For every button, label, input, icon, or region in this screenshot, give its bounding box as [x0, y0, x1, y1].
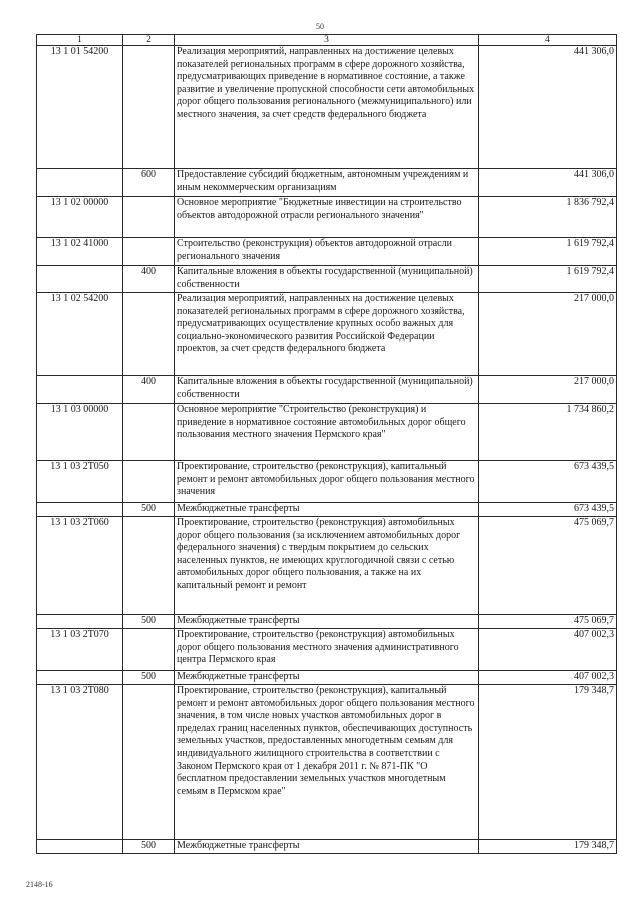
- table-row: [37, 197, 617, 238]
- page-number: 50: [316, 22, 324, 31]
- target-article-code: [37, 376, 123, 404]
- amount: 217 000,0: [479, 293, 617, 376]
- target-article-code: [37, 840, 123, 854]
- target-article-code: [37, 615, 123, 629]
- expense-description: Капитальные вложения в объекты государственной (муниципальной) собственности: [175, 376, 479, 404]
- table-row: [37, 404, 617, 461]
- amount: 441 306,0: [479, 169, 617, 197]
- table-row: [37, 46, 617, 169]
- amount: 1 619 792,4: [479, 266, 617, 293]
- expense-description: Межбюджетные трансферты: [175, 671, 479, 685]
- expense-group: [123, 46, 175, 169]
- target-article-code: 13 1 03 2Т070: [37, 629, 123, 671]
- expense-group: 400: [123, 266, 175, 293]
- expense-description: Межбюджетные трансферты: [175, 503, 479, 517]
- amount: 217 000,0: [479, 376, 617, 404]
- target-article-code: 13 1 03 2Т080: [37, 685, 123, 840]
- amount: 673 439,5: [479, 461, 617, 503]
- expense-group: [123, 293, 175, 376]
- expense-description: Проектирование, строительство (реконструкция), капитальный ремонт и ремонт автомобильных дорог общего пользования местного значения: [175, 461, 479, 503]
- table-row: [37, 517, 617, 615]
- expense-group: [123, 461, 175, 503]
- amount: 441 306,0: [479, 46, 617, 169]
- column-number-4: 4: [479, 35, 617, 46]
- target-article-code: 13 1 02 41000: [37, 238, 123, 266]
- table-row: [37, 629, 617, 671]
- table-row: [37, 293, 617, 376]
- amount: 407 002,3: [479, 629, 617, 671]
- target-article-code: 13 1 03 00000: [37, 404, 123, 461]
- table-row: [37, 503, 617, 517]
- expense-group: [123, 238, 175, 266]
- table-row: [37, 685, 617, 840]
- target-article-code: [37, 503, 123, 517]
- table-row: [37, 376, 617, 404]
- amount: 179 348,7: [479, 685, 617, 840]
- amount: 1 619 792,4: [479, 238, 617, 266]
- expense-description: Строительство (реконструкция) объектов автодорожной отрасли регионального значения: [175, 238, 479, 266]
- table-row: [37, 266, 617, 293]
- column-number-3: 3: [175, 35, 479, 46]
- document-code: 2148-16: [26, 880, 53, 889]
- expense-group: [123, 197, 175, 238]
- table-row: [37, 671, 617, 685]
- budget-table: [36, 34, 617, 854]
- column-number-1: 1: [37, 35, 123, 46]
- target-article-code: 13 1 02 00000: [37, 197, 123, 238]
- expense-group: 400: [123, 376, 175, 404]
- column-number-row: [37, 35, 617, 46]
- table-row: [37, 615, 617, 629]
- table-row: [37, 238, 617, 266]
- expense-group: 500: [123, 503, 175, 517]
- target-article-code: 13 1 03 2Т060: [37, 517, 123, 615]
- table-row: [37, 169, 617, 197]
- target-article-code: 13 1 03 2Т050: [37, 461, 123, 503]
- amount: 179 348,7: [479, 840, 617, 854]
- expense-description: Проектирование, строительство (реконструкция) автомобильных дорог общего пользования местного значения административного центра Пермского края: [175, 629, 479, 671]
- amount: 407 002,3: [479, 671, 617, 685]
- expense-description: Межбюджетные трансферты: [175, 840, 479, 854]
- expense-description: Капитальные вложения в объекты государственной (муниципальной) собственности: [175, 266, 479, 293]
- expense-description: Основное мероприятие "Строительство (реконструкция) и приведение в нормативное состояние автомобильных дорог общего пользования местного значения Пермского края": [175, 404, 479, 461]
- expense-description: Реализация мероприятий, направленных на достижение целевых показателей региональных программ в сфере дорожного хозяйства, предусматривающих осуществление крупных особо важных для социально-экономического развития Российской Федерации проектов, за счет средств федерального бюджета: [175, 293, 479, 376]
- amount: 1 836 792,4: [479, 197, 617, 238]
- amount: 475 069,7: [479, 615, 617, 629]
- amount: 1 734 860,2: [479, 404, 617, 461]
- expense-group: 500: [123, 615, 175, 629]
- expense-group: [123, 517, 175, 615]
- expense-description: Проектирование, строительство (реконструкция), капитальный ремонт и ремонт автомобильных дорог общего пользования местного значения, в том числе новых участков автомобильных дорог в пределах границ населенных пунктов, обеспечивающих доступность земельных участков, предоставленных многодетным семьям для индивидуального жилищного строительства в соответствии с Законом Пермского края от 1 декабря 2011 г. № 871-ПК "О бесплатном предоставлении земельных участков многодетным семьям в Пермском крае": [175, 685, 479, 840]
- target-article-code: [37, 266, 123, 293]
- expense-group: 600: [123, 169, 175, 197]
- expense-description: Межбюджетные трансферты: [175, 615, 479, 629]
- amount: 673 439,5: [479, 503, 617, 517]
- expense-group: [123, 404, 175, 461]
- expense-description: Основное мероприятие "Бюджетные инвестиции на строительство объектов автодорожной отрасли регионального значения": [175, 197, 479, 238]
- target-article-code: 13 1 01 54200: [37, 46, 123, 169]
- expense-description: Реализация мероприятий, направленных на достижение целевых показателей региональных программ в сфере дорожного хозяйства, предусматривающих приведение в нормативное состояние, а также развитие и увеличение пропускной способности сети автомобильных дорог общего пользования регионального (межмуниципального) или местного значения, за счет средств федерального бюджета: [175, 46, 479, 169]
- target-article-code: [37, 169, 123, 197]
- target-article-code: [37, 671, 123, 685]
- column-number-2: 2: [123, 35, 175, 46]
- table-row: [37, 840, 617, 854]
- target-article-code: 13 1 02 54200: [37, 293, 123, 376]
- expense-group: 500: [123, 840, 175, 854]
- expense-description: Предоставление субсидий бюджетным, автономным учреждениям и иным некоммерческим организациям: [175, 169, 479, 197]
- expense-group: [123, 685, 175, 840]
- amount: 475 069,7: [479, 517, 617, 615]
- expense-group: [123, 629, 175, 671]
- expense-group: 500: [123, 671, 175, 685]
- expense-description: Проектирование, строительство (реконструкция) автомобильных дорог общего пользования (за исключением автомобильных дорог федерального значения) с твердым покрытием до сельских населенных пунктов, не имеющих круглогодичной связи с сетью автомобильных дорог общего пользования, а также на их капитальный ремонт и ремонт: [175, 517, 479, 615]
- table-row: [37, 461, 617, 503]
